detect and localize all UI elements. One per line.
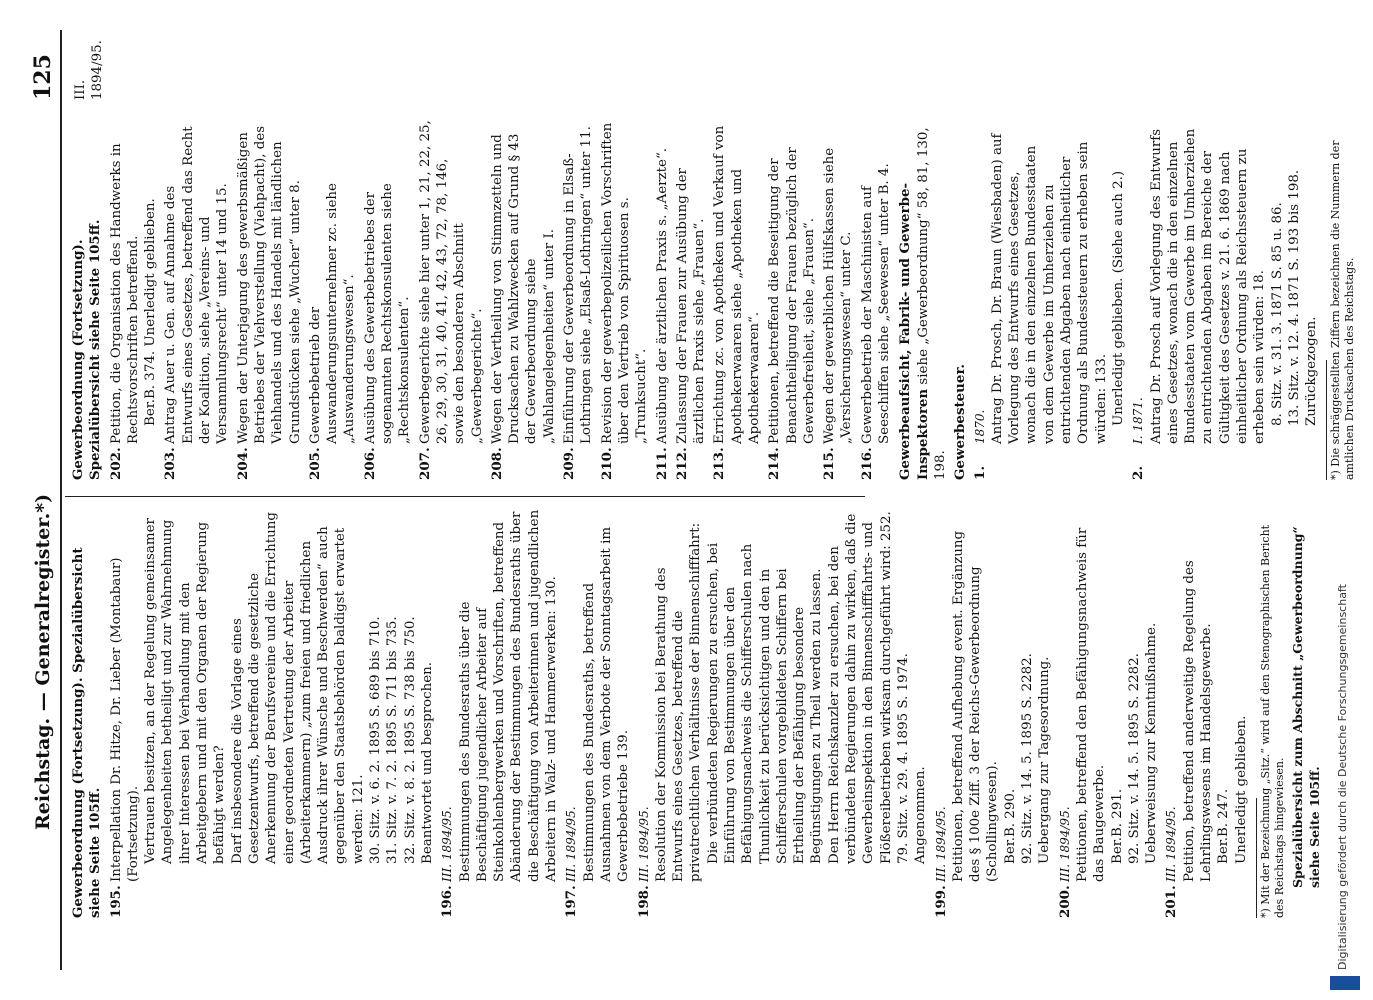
page-number: 125 [30,54,56,100]
entry-session: III. 1894/95. [564,806,579,882]
index-entry [1163,508,1249,918]
entry-line: Ausübung der ärztlichen Praxis s. „Aerzte“. [654,147,670,444]
header-rule [60,30,62,970]
entry-line: Unerledigt geblieben. (Siehe auch 2.) [1110,170,1126,426]
right-entry-list [108,120,894,480]
index-entry [972,120,1128,480]
left-footnote: *) Mit der Bezeichnung „Sitz.“ wird auf den Stenographischen Bericht des Reichstags hingewiesen. [1258,524,1286,918]
entry-line: Antrag Dr. Prosch auf Vorlegung des Entwurfs eines Gesetzes, wonach die in den einzelnen Bundesstaaten vom Gewerbe im Umherziehen zu entrichtenden Abgaben im Bereiche der Gültigkeit des Gesetzes v. 21. 6. 1869 nach einheitlicher Ordnung als Reichssteuern zu erheben sein würden: 18. [1148,128,1268,444]
entry-number: 205. [306,447,323,480]
gewerbesteuer-heading: Gewerbesteuer. [952,364,969,480]
digitization-notice: Digitalisierung gefördert durch die Deutsche Forschungsgemeinschaft [1336,584,1349,970]
entry-body [235,120,304,444]
entry-line: Interpellation Dr. Hitze, Dr. Lieber (Montabaur) (Fortsetzung). [108,557,141,882]
index-entry [711,120,763,480]
entry-body [417,120,486,444]
entry-line: 13. Sitz. v. 12. 4. 1871 S. 193 bis 198. [1286,169,1302,426]
left-column [70,508,1323,918]
entry-body [972,120,1128,444]
index-entry [108,120,160,480]
entry-line: Errichtung zc. von Apotheken und Verkauf von Apothekerwaaren siehe „Apotheken und Apothekerwaaren“. [712,125,762,444]
entry-number: 216. [858,447,875,480]
index-entry [654,120,671,480]
gewerbeaufsicht-heading: Gewerbeaufsicht, Fabrik- und Gewerbe-Inspektoren [897,182,931,480]
entry-line: Darf insbesondere die Vorlage eines Gesetzentwurfs, betreffend die gesetzliche Anerkennung der Berufsvereine und die Errichtung einer geordneten Vertretung der Arbeiter (Arbeiterkammern) „zum freien und friedlichen Ausdruck ihrer Wünsche und Beschwerden“ auch gegenüber den Staatsbehörden baldigst erwartet werden: 121. [229,512,366,864]
right-column-heading: Gewerbeordnung (Fortsetzung). Spezialübersicht siehe Seite 105ff. [70,219,104,480]
entry-line: Bestimmungen des Bundesraths über die Beschäftigung jugendlicher Arbeiter auf Steinkohlenbergwerken und Vorschriften, betreffend Abänderung der Bestimmungen des Bundesraths über die Beschäftigung von Arbeiterinnen und jugendlichen Arbeitern in Walz- und Hammerwerken: 130. [457,509,560,882]
entry-number: 203. [162,447,179,480]
page-header [22,0,56,1000]
entry-line: Gewerbegerichte siehe hier unter 1, 21, 22, 25, 26, 29, 30, 31, 40, 41, 42, 43, 72, 78, 146, sowie den besonderen Abschnitt „Gewerbegerichte“. [417,120,485,444]
entry-number: 196. [439,885,456,918]
entry-line: 32. Sitz. v. 8. 2. 1895 S. 738 bis 750. [402,616,418,864]
entry-line: Antrag Dr. Prosch, Dr. Braun (Wiesbaden) auf Vorlegung des Entwurfs eines Gesetzes, wonach die in den einzelnen Bundesstaaten von dem Gewerbe im Umherziehen zu entrichtenden Abgaben nach einheitlicher Ordnung als Bundessteuern zu erheben sein würden: 133. [989,133,1109,444]
entry-line: 92. Sitz. v. 14. 5. 1895 S. 2282. [1020,653,1036,864]
page-title: Reichstag. — Generalregister.*) [32,493,54,830]
entry-session: III. 1894/95. [1057,806,1072,882]
index-entry [162,120,231,480]
entry-number: 202. [107,447,124,480]
index-entry [489,120,558,480]
index-entry [1130,120,1320,480]
index-entry [561,120,596,480]
entry-line: Ueberweisung zur Kenntnißnahme. [1144,622,1160,864]
margin-session-tag: III. 1894/95. [73,40,105,100]
entry-line: 8. Sitz. v. 31. 3. 1871 S. 85 u. 86. [1269,202,1285,426]
entry-body [1130,120,1320,444]
entry-line: Zurückgezogen. [1304,316,1320,426]
entry-number: 215. [821,447,838,480]
entry-line: Wegen der Unterjagung des gewerbsmäßigen Betriebes der Viehverstellung (Viehpacht), des Viehhandels und des Handels mit ländlichen Grundstücken siehe „Wucher“ unter 8. [235,125,303,444]
entry-session: III. 1894/95. [1164,806,1179,882]
index-entry [307,120,359,480]
index-entry [674,120,709,480]
entry-body [563,508,632,882]
entry-line: Gewerbebetrieb der Maschinisten auf Seeschiffen siehe „Seewesen“ unter B. 4. [859,163,893,444]
index-entry [766,120,818,480]
entry-body [766,120,818,444]
entry-line: 92. Sitz. v. 14. 5. 1895 S. 2282. [1126,653,1142,864]
entry-body [362,120,414,444]
entry-line: Uebergang zur Tagesordnung. [1037,656,1053,864]
footnote-rule [1256,798,1257,918]
entry-session: III. 1894/95. [933,806,948,882]
entry-number: 2. [1130,466,1147,480]
entry-body [108,508,437,882]
entry-body [674,120,709,444]
gewerbeaufsicht-text: siehe „Gewerbeordnung“ 58, 81, 130, 198. [915,127,948,480]
entry-body [1057,508,1161,882]
entry-number: 201. [1163,885,1180,918]
entry-line: 31. Sitz. v. 7. 2. 1895 S. 711 bis 735. [385,616,401,864]
entry-body [489,120,558,444]
gewerbesteuer-entry-list [972,120,1321,480]
entry-number: 207. [416,447,433,480]
entry-line: Petition, die Organisation des Handwerks in Rechtsvorschriften betreffend. [108,143,141,444]
entry-line: Unerledigt geblieben. [1233,715,1249,864]
entry-line: Ber.B. 290. [1002,788,1018,864]
index-entry [859,120,894,480]
index-entry [235,120,304,480]
entry-line: Petitionen, betreffend den Befähigungsnachweis für das Baugewerbe. [1074,527,1108,882]
entry-session: 1870. [972,409,987,444]
entry-number: 198. [635,885,652,918]
entry-number: 204. [234,447,251,480]
entry-body [108,120,160,444]
entry-number: 1. [971,466,988,480]
entry-line: 79. Sitz. v. 29. 4. 1895 S. 1974. [895,653,911,864]
right-footnote: *) Die schräggestellten Ziffern bezeichnen die Nummern der amtlichen Drucksachen des Reichstags. [1329,140,1357,480]
entry-body [599,120,651,444]
entry-number: 208. [488,447,505,480]
index-entry [599,120,651,480]
index-entry [563,508,632,918]
entry-line: Angenommen. [913,766,929,864]
entry-line: 30. Sitz. v. 6. 2. 1895 S. 689 bis 710. [368,616,384,864]
entry-body [859,120,894,444]
entry-number: 200. [1056,885,1073,918]
entry-line: Petition, betreffend anderweitige Regelung des Lehrlingswesens im Handelsgewerbe. [1181,560,1214,882]
entry-body [1163,508,1249,882]
entry-line: Petitionen, betreffend die Beseitigung der Benachtheiligung der Frauen bezüglich der Gewerbefreiheit, siehe „Frauen“. [767,147,817,444]
dfg-logo [1330,976,1360,990]
entry-session: I. 1871. [1131,397,1146,444]
entry-number: 214. [766,447,783,480]
right-column [70,120,1357,480]
entry-body [821,120,856,444]
entry-body [711,120,763,444]
entry-line: Ber.B. 247. [1216,788,1232,864]
left-entry-list [108,508,1250,918]
index-entry [636,508,930,918]
entry-line: Resolution der Kommission bei Berathung des Entwurfs eines Gesetzes, betreffend die privatrechtlichen Verhältnisse der Binnenschifffahrt: [653,522,704,882]
entry-line: Beantwortet und besprochen. [419,661,435,864]
index-entry [417,120,486,480]
entry-number: 210. [598,447,615,480]
entry-body [636,508,930,882]
entry-line: Wegen der gewerblichen Hülfskassen siehe „Versicherungswesen“ unter C. [822,147,855,444]
entry-session: III. 1894/95. [440,806,455,882]
entry-line: Ber.B. 291. [1109,788,1125,864]
entry-body [933,508,1054,882]
index-entry [439,508,560,918]
entry-number: 213. [711,447,728,480]
entry-line: Wegen der Vertheilung von Stimmzetteln und Drucksachen zu Wahlzwecken auf Grund § 43 der Gewerbeordnung siehe „Wahlangelegenheiten“ unter I. [489,133,557,444]
entry-line: Bestimmungen des Bundesraths, betreffend Ausnahmen von dem Verbote der Sonntagsarbeit im Gewerbebetriebe 139. [581,526,632,882]
entry-body [439,508,560,882]
entry-body [307,120,359,444]
entry-number: 209. [561,447,578,480]
index-entry [108,508,437,918]
entry-line: Ber.B. 374. Unerledigt geblieben. [143,198,159,426]
entry-line: Einführung der Gewerbeordnung in Elsaß-Lothringen siehe „Elsaß-Lothringen“ unter 11. [562,126,595,444]
entry-body [654,120,671,444]
entry-body [561,120,596,444]
right-footnote-rule [1326,360,1327,480]
entry-line: Antrag Auer u. Gen. auf Annahme des Entwurfs eines Gesetzes, betreffend das Recht der Koalition, siehe „Vereins- und Versammlungsrecht“ unter 14 und 15. [163,126,231,444]
entry-body [162,120,231,444]
entry-line: Den Herrn Reichskanzler zu ersuchen, bei den verbündeten Regierungen dahin zu wirken, daß die Gewerbeinspektion in den Binnenschifffahrts- und Flößereibetrieben wirksam durchgeführt wird: 252. [826,511,894,864]
entry-number: 195. [107,885,124,918]
index-entry [933,508,1054,918]
entry-number: 197. [563,885,580,918]
left-footnote-tail: Spezialübersicht zum Abschnitt „Gewerbeordnung“ siehe Seite 105ff. [1289,526,1323,888]
entry-line: Vertrauen besitzen, an der Regelung gemeinsamer Angelegenheiten betheiligt und zur Wahrnehmung ihrer Interessen bei Verhandlung mit den Arbeitgebern und mit den Organen der Regierung befähigt werden? [143,518,228,864]
entry-number: 199. [932,885,949,918]
entry-line: Zulassung der Frauen zur Ausübung der ärztlichen Praxis siehe „Frauen“. [674,168,708,444]
index-entry [1057,508,1161,918]
entry-number: 211. [653,447,670,480]
index-entry [821,120,856,480]
entry-line: Die verbündeten Regierungen zu ersuchen, bei Einführung von Bestimmungen über den Befähigungsnachweis die Schifferschulen nach Thunlichkeit zu berücksichtigen und den in Schifferschulen vorgebildeten Schiffern bei Ertheilung der Befähigung besondere Begünstigungen zu Theil werden zu lassen. [705,542,825,864]
index-entry [362,120,414,480]
entry-line: Revision der gewerbepolizeilichen Vorschriften über den Vertrieb von Spirituosen s. „Trunksucht“. [599,122,650,444]
digitization-sidebar [1330,10,1364,990]
left-column-heading: Gewerbeordnung (Fortsetzung). Spezialübersicht siehe Seite 105ff. [70,547,104,918]
entry-line: Petitionen, betreffend Aufhebung event. Ergänzung des § 100e Ziff. 3 der Reichs-Gewerbeordnung (Schollingwesen). [950,530,1001,882]
entry-session: III. 1894/95. [636,806,651,882]
entry-number: 206. [361,447,378,480]
entry-line: Ausübung des Gewerbebetriebes der sogenannten Rechtskonsulenten siehe „Rechtskonsulenten“. [362,183,413,444]
entry-number: 212. [673,447,690,480]
column-divider [65,496,865,497]
entry-line: Gewerbebetrieb der Auswanderungsunternehmer zc. siehe „Auswanderungswesen“. [307,183,358,444]
